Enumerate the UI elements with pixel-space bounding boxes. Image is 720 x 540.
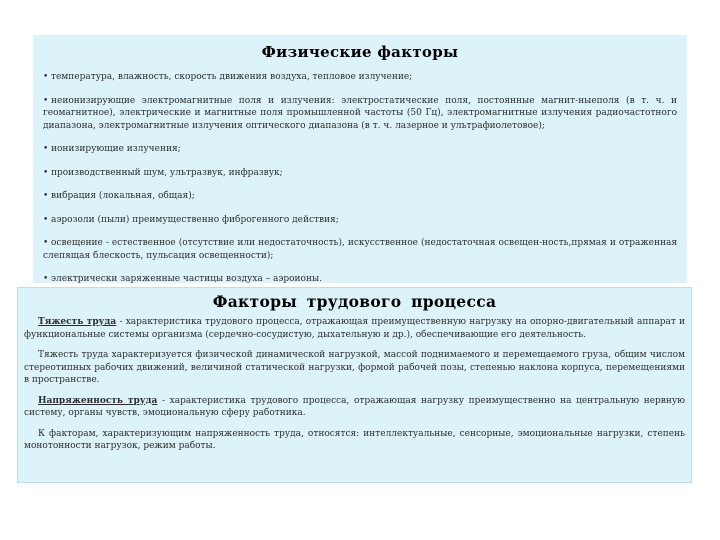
list-item: • аэрозоли (пыли) преимущественно фиброгенного действия; xyxy=(43,214,339,225)
list-item: • производственный шум, ультразвук, инфразвук; xyxy=(43,167,283,178)
bullet-icon: • xyxy=(43,274,49,284)
list-item: • освещение - естественное (отсутствие или недостаточность), искусственное (недостаточная освещен-ность,прямая и отраженная слепящая блескость, пульсация освещенности); xyxy=(43,238,677,261)
bullet-icon: • xyxy=(43,144,49,154)
list-item: • неионизирующие электромагнитные поля и излучения: электростатические поля, постоянные магнит-ныеполя (в т. ч. и геомагнитное), электрические и магнитные поля промышленной частоты (50 Гц), электромагнитные излучения радиочастотного диапазона, электромагнитные излучения оптического диапазона (в т. ч. лазерное и ультрафиолетовое); xyxy=(43,95,677,131)
bullet-icon: • xyxy=(43,238,49,248)
list-item: • температура, влажность, скорость движения воздуха, тепловое излучение; xyxy=(43,72,413,82)
bullet-icon: • xyxy=(43,95,49,106)
labor-paragraph-severity: Тяжесть труда - характеристика трудового процесса, отражающая преимущественную нагрузку на опорно-двигательный аппарат и функциональные системы организма (сердечно-сосудистую, дыхательную и др.), обеспечивающие его деятельность. xyxy=(24,317,685,340)
labor-paragraph-severity-details: Тяжесть труда характеризуется физической динамической нагрузкой, массой поднимаемого и перемещаемого груза, общим числом стереотипных рабочих движений, величиной статической нагрузки, формой рабочей позы, степенью наклона корпуса, перемещениями в пространстве. xyxy=(24,350,685,385)
bullet-icon: • xyxy=(43,191,49,201)
physical-factors-panel xyxy=(33,35,687,283)
list-item: • электрически заряженные частицы воздуха – аэроионы. xyxy=(43,274,322,284)
list-item: • вибрация (локальная, общая); xyxy=(43,191,195,201)
bullet-icon: • xyxy=(43,214,49,225)
list-item: • ионизирующие излучения; xyxy=(43,144,181,154)
labor-factors-title: Факторы трудового процесса xyxy=(212,292,497,311)
term-severity: Тяжесть труда xyxy=(38,317,117,327)
labor-paragraph-intensity: Напряженность труда - характеристика трудового процесса, отражающая нагрузку преимущественно на центральную нервную систему, органы чувств, эмоциональную сферу работника. xyxy=(24,395,685,418)
physical-factors-list xyxy=(43,71,677,286)
term-intensity: Напряженность труда xyxy=(38,395,158,406)
labor-factors-panel xyxy=(17,287,692,483)
physical-factors-title: Физические факторы xyxy=(261,43,459,61)
labor-paragraph-intensity-details: К факторам, характеризующим напряженность труда, относятся: интеллектуальные, сенсорные, эмоциональные нагрузки, степень монотонности нагрузок, режим работы. xyxy=(24,428,685,451)
bullet-icon: • xyxy=(43,167,49,178)
bullet-icon: • xyxy=(43,72,49,82)
